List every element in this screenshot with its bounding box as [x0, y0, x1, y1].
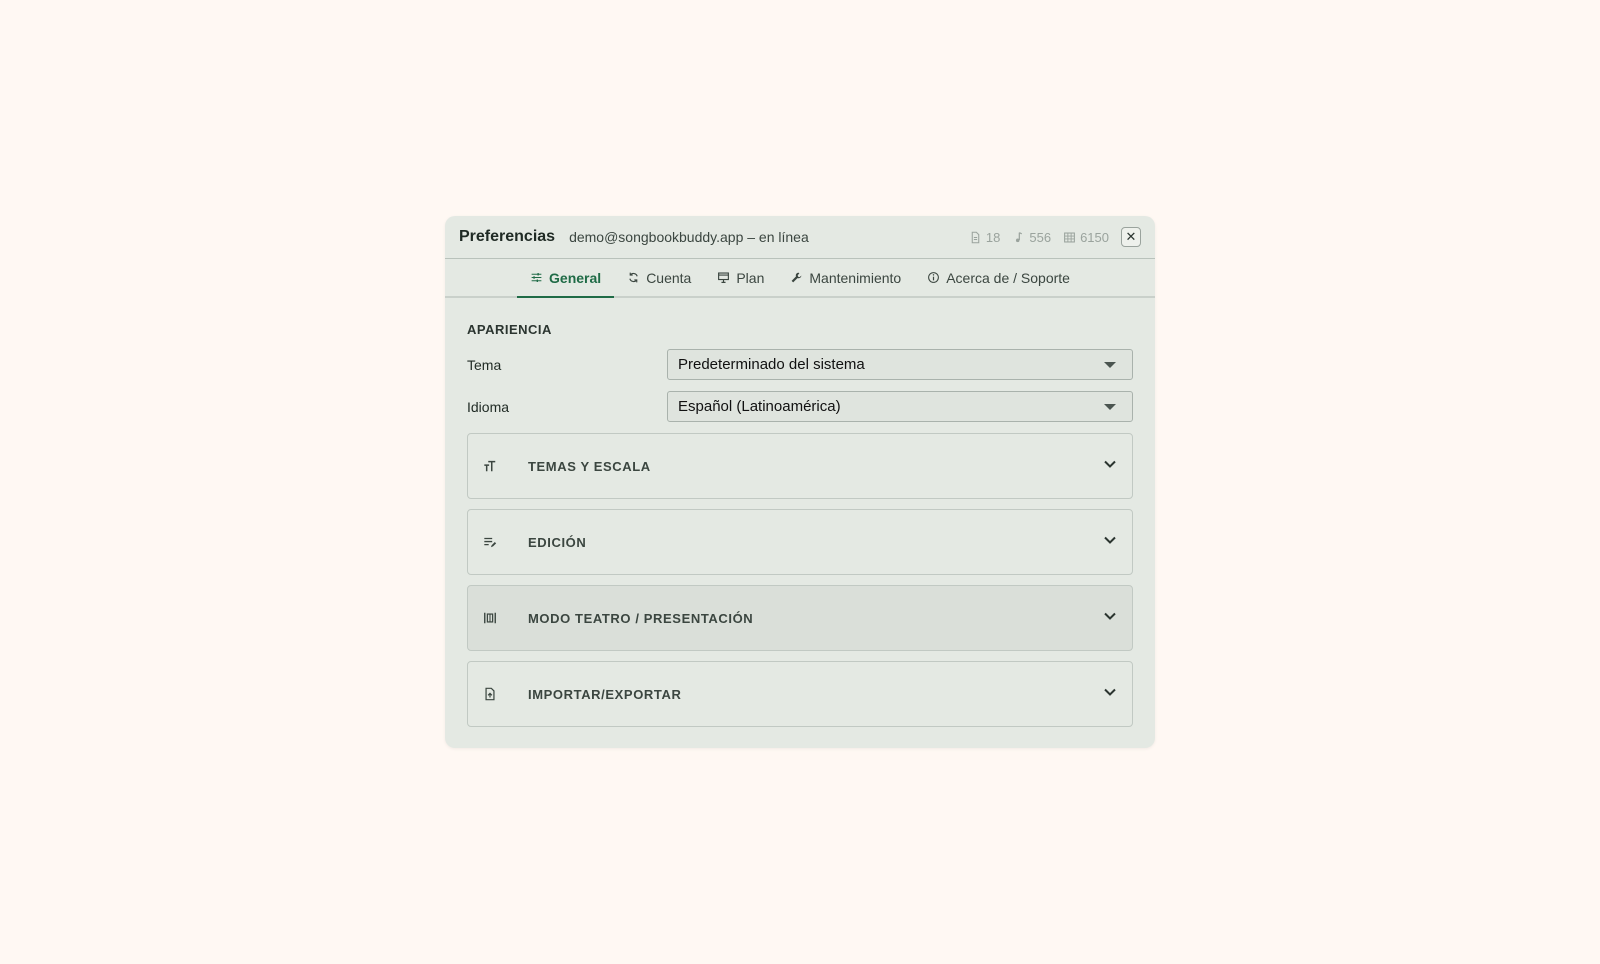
- theme-select-value: Predeterminado del sistema: [678, 356, 865, 373]
- stats-counts: [969, 230, 1109, 245]
- section-import-export-label: IMPORTAR/EXPORTAR: [528, 686, 682, 702]
- section-theater-mode-label: MODO TEATRO / PRESENTACIÓN: [528, 610, 754, 626]
- preferences-dialog: [445, 216, 1155, 748]
- tab-cuenta-label: Cuenta: [646, 269, 692, 286]
- section-theater-mode[interactable]: [467, 585, 1133, 651]
- wrench-icon: [790, 271, 803, 284]
- sync-icon: [627, 271, 640, 284]
- tab-cuenta[interactable]: [614, 259, 704, 296]
- info-icon: [927, 271, 940, 284]
- appearance-header: APARIENCIA: [467, 322, 552, 337]
- tab-mantenimiento[interactable]: [777, 259, 914, 296]
- song-count-value: 556: [1029, 229, 1052, 245]
- tab-acerca-de[interactable]: [914, 259, 1083, 296]
- general-panel: [445, 298, 1155, 727]
- file-upload-icon: [483, 687, 497, 701]
- account-status: demo@songbookbuddy.app – en línea: [569, 229, 809, 245]
- theater-icon: [483, 611, 497, 625]
- settings-sections: [467, 433, 1133, 727]
- theme-label: Tema: [467, 356, 502, 373]
- tab-acerca-de-label: Acerca de / Soporte: [946, 269, 1070, 286]
- section-editing-label: EDICIÓN: [528, 534, 587, 550]
- tab-bar: [445, 259, 1155, 298]
- grid-icon: [1063, 231, 1076, 244]
- chevron-down-icon: [1102, 608, 1118, 624]
- tab-general[interactable]: [517, 259, 614, 296]
- music-note-icon: [1012, 231, 1025, 244]
- dialog-titlebar: [445, 216, 1155, 259]
- caret-down-icon: [1104, 362, 1116, 368]
- section-themes-scale-label: TEMAS Y ESCALA: [528, 458, 651, 474]
- grid-count: [1063, 230, 1109, 245]
- chevron-down-icon: [1102, 456, 1118, 472]
- section-editing[interactable]: [467, 509, 1133, 575]
- close-icon: ✕: [1125, 229, 1137, 244]
- caret-down-icon: [1104, 404, 1116, 410]
- section-import-export[interactable]: [467, 661, 1133, 727]
- edit-notes-icon: [483, 535, 497, 549]
- language-label: Idioma: [467, 398, 510, 415]
- tab-general-label: General: [549, 269, 602, 286]
- language-select[interactable]: [667, 391, 1133, 422]
- document-count-value: 18: [985, 229, 1001, 245]
- text-size-icon: [483, 459, 497, 473]
- dialog-title: Preferencias: [459, 228, 556, 245]
- document-icon: [969, 231, 982, 244]
- song-count: [1012, 230, 1051, 245]
- tab-plan-label: Plan: [736, 269, 765, 286]
- theme-select[interactable]: [667, 349, 1133, 380]
- grid-count-value: 6150: [1080, 229, 1109, 245]
- tab-mantenimiento-label: Mantenimiento: [809, 269, 902, 286]
- sliders-icon: [530, 271, 543, 284]
- section-themes-scale[interactable]: [467, 433, 1133, 499]
- language-row: [467, 391, 1133, 422]
- close-button[interactable]: [1121, 227, 1141, 247]
- presentation-icon: [717, 271, 730, 284]
- chevron-down-icon: [1102, 532, 1118, 548]
- theme-row: [467, 349, 1133, 380]
- language-select-value: Español (Latinoamérica): [678, 398, 841, 415]
- tab-plan[interactable]: [704, 259, 777, 296]
- document-count: [969, 230, 1000, 245]
- chevron-down-icon: [1102, 684, 1118, 700]
